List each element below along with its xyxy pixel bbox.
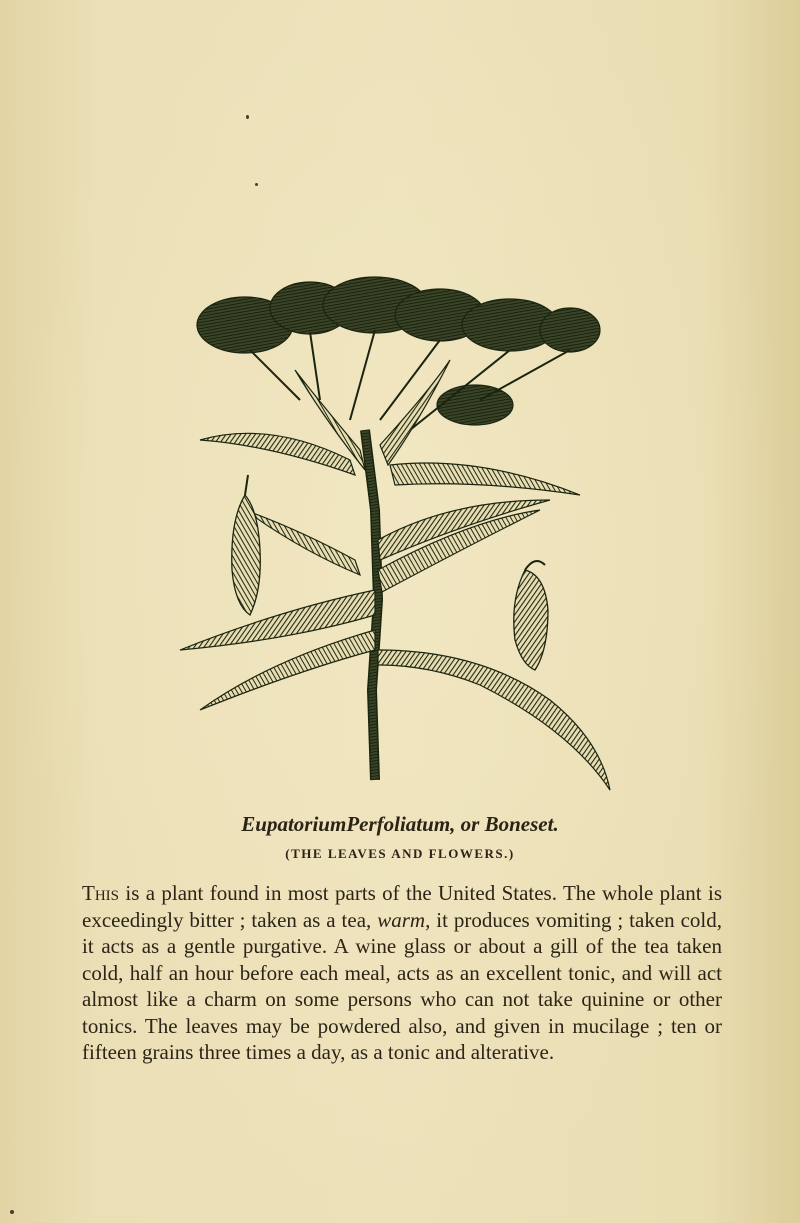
paper-speck [255, 183, 258, 186]
paper-speck [246, 115, 249, 119]
caption-species: Perfoliatum, [346, 812, 456, 836]
figure-subcaption: (THE LEAVES AND FLOWERS.) [285, 846, 515, 861]
body-paragraph [82, 880, 722, 1066]
body-text-part-1: is a plant found in most parts of the United States. The whole plant is exceedingly bitter ; taken as a tea, [82, 881, 722, 932]
flower-detail-right [514, 561, 548, 670]
caption-genus: Eupatorium [241, 812, 347, 836]
boneset-plant-illustration [150, 270, 620, 800]
emphasis-warm: warm, [377, 907, 431, 932]
figure-caption [0, 812, 800, 837]
flower-clusters [197, 277, 600, 430]
lead-word: This [82, 881, 119, 905]
flower-detail-left [232, 475, 261, 615]
caption-connector: or [460, 812, 480, 836]
paper-speck [10, 1210, 14, 1214]
caption-common-name: Boneset. [484, 812, 559, 836]
body-text-part-2: it produces vomiting ; taken cold, it acts as a gentle purgative. A wine glass or about a gill of the tea taken cold, half an hour before each meal, acts as an excellent tonic, and will act almost like a charm on some persons who can not take quinine or other tonics. The leaves may be powdered also, and given in mucilage ; ten or fifteen grains three times a day, as a tonic and alterative. [82, 907, 723, 1064]
